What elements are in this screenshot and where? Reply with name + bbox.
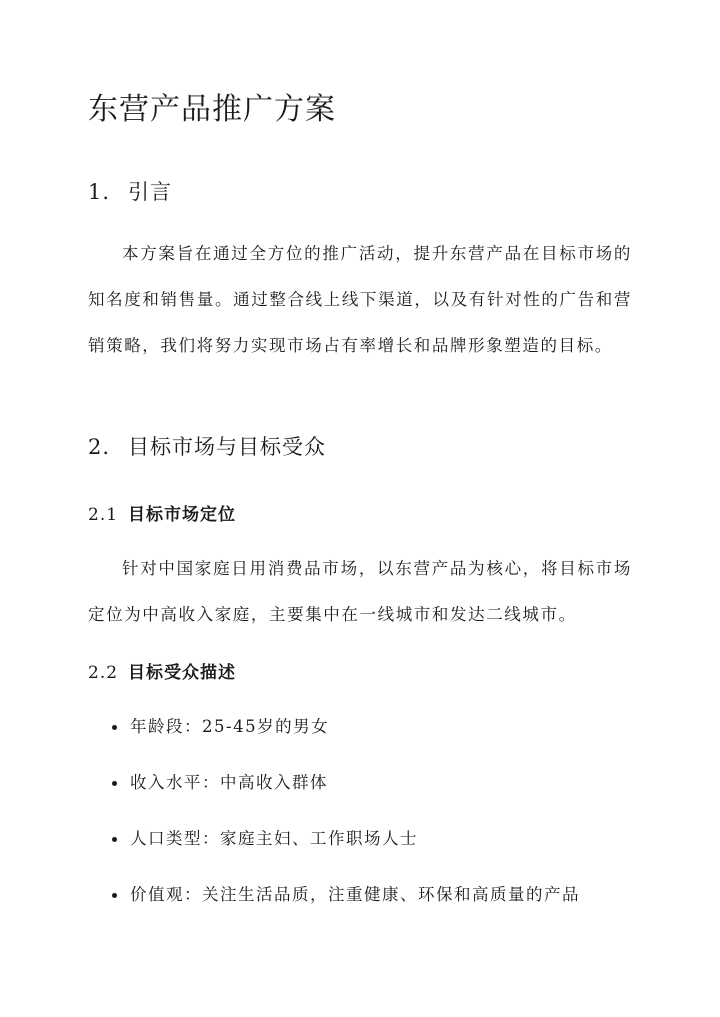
section-2-1-title: 目标市场定位 bbox=[128, 505, 237, 525]
bullet-icon bbox=[112, 837, 117, 842]
list-item bbox=[88, 760, 580, 816]
bullet-text: 价值观：关注生活品质，注重健康、环保和高质量的产品 bbox=[130, 885, 580, 904]
section-2-2-heading bbox=[88, 658, 236, 683]
bullet-text: 人口类型：家庭主妇、工作职场人士 bbox=[130, 829, 418, 848]
section-2-2-title: 目标受众描述 bbox=[128, 663, 237, 683]
list-item bbox=[88, 872, 580, 928]
bullet-icon bbox=[112, 781, 117, 786]
section-2-title: 目标市场与目标受众 bbox=[128, 435, 327, 459]
section-1-number: 1. bbox=[88, 180, 111, 204]
audience-bullet-list bbox=[88, 704, 580, 928]
document-title: 东营产品推广方案 bbox=[88, 92, 336, 127]
section-2-1-paragraph: 针对中国家庭日用消费品市场，以东营产品为核心，将目标市场定位为中高收入家庭，主要集中在一线城市和发达二线城市。 bbox=[88, 559, 632, 624]
bullet-text: 收入水平：中高收入群体 bbox=[130, 773, 328, 792]
section-1-title: 引言 bbox=[128, 180, 173, 204]
section-1-heading bbox=[88, 176, 172, 206]
section-2-heading bbox=[88, 431, 326, 461]
section-2-1-number: 2.1 bbox=[88, 505, 119, 525]
section-2-2-number: 2.2 bbox=[88, 663, 119, 683]
section-2-1-heading bbox=[88, 500, 236, 525]
list-item bbox=[88, 816, 580, 872]
bullet-icon bbox=[112, 725, 117, 730]
section-1-paragraph: 本方案旨在通过全方位的推广活动，提升东营产品在目标市场的知名度和销售量。通过整合线上线下渠道，以及有针对性的广告和营销策略，我们将努力实现市场占有率增长和品牌形象塑造的目标。 bbox=[88, 244, 632, 355]
bullet-text: 年龄段：25-45岁的男女 bbox=[130, 717, 330, 736]
list-item bbox=[88, 704, 580, 760]
bullet-icon bbox=[112, 893, 117, 898]
section-2-number: 2. bbox=[88, 435, 111, 459]
